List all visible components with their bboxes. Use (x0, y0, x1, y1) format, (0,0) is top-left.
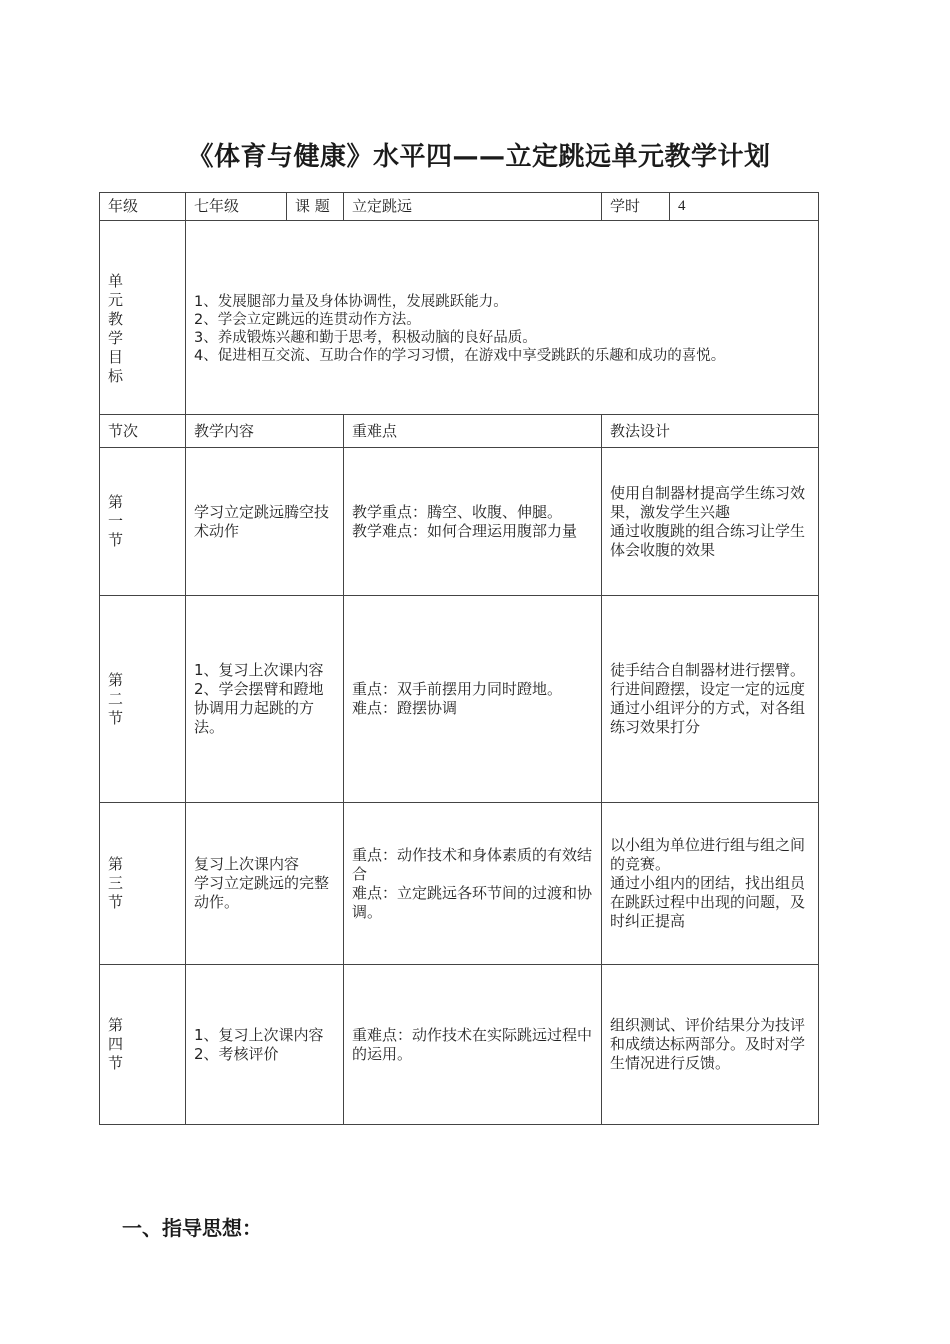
hours-value: 4 (670, 193, 819, 221)
session-method: 组织测试、评价结果分为技评和成绩达标两部分。及时对学生情况进行反馈。 (602, 965, 819, 1125)
unit-goals-list (186, 221, 819, 415)
session-method: 徒手结合自制器材进行摆臂。 行进间蹬摆，设定一定的远度 通过小组评分的方式，对各组练习效果打分 (602, 596, 819, 803)
goal-item: 4、促进相互交流、互助合作的学习习惯，在游戏中享受跳跃的乐趣和成功的喜悦。 (194, 347, 726, 364)
section-heading: 一、指导思想： (122, 1216, 262, 1240)
session-key-points: 教学重点：腾空、收腹、伸腿。 教学难点：如何合理运用腹部力量 (344, 448, 602, 596)
unit-goals-row (100, 221, 819, 415)
session-label: 第 四 节 (100, 965, 186, 1125)
column-session: 节次 (100, 415, 186, 448)
session-row-4 (100, 965, 819, 1125)
session-label: 第 三 节 (100, 803, 186, 965)
column-method: 教法设计 (602, 415, 819, 448)
session-key-points: 重点：动作技术和身体素质的有效结合 难点：立定跳远各环节间的过渡和协调。 (344, 803, 602, 965)
session-method: 使用自制器材提高学生练习效果，激发学生兴趣 通过收腹跳的组合练习让学生体会收腹的效果 (602, 448, 819, 596)
session-content: 学习立定跳远腾空技术动作 (186, 448, 344, 596)
session-row-3 (100, 803, 819, 965)
session-label: 第 一 节 (100, 448, 186, 596)
goal-item: 3、养成锻炼兴趣和勤于思考，积极动脑的良好品质。 (194, 329, 537, 346)
session-method: 以小组为单位进行组与组之间的竞赛。 通过小组内的团结，找出组员在跳跃过程中出现的问题，及时纠正提高 (602, 803, 819, 965)
unit-plan-table (99, 192, 819, 1125)
hours-label: 学时 (602, 193, 670, 221)
goal-item: 1、发展腿部力量及身体协调性，发展跳跃能力。 (194, 293, 508, 310)
session-content: 1、复习上次课内容 2、学会摆臂和蹬地协调用力起跳的方法。 (186, 596, 344, 803)
grade-value: 七年级 (186, 193, 287, 221)
header-row (100, 193, 819, 221)
session-content: 复习上次课内容 学习立定跳远的完整动作。 (186, 803, 344, 965)
session-label: 第 二 节 (100, 596, 186, 803)
column-key-points: 重难点 (344, 415, 602, 448)
column-header-row (100, 415, 819, 448)
session-key-points: 重难点：动作技术在实际跳远过程中的运用。 (344, 965, 602, 1125)
document-title: 《体育与健康》水平四——立定跳远单元教学计划 (187, 142, 771, 172)
session-content: 1、复习上次课内容 2、考核评价 (186, 965, 344, 1125)
topic-label: 课 题 (287, 193, 344, 221)
goal-item: 2、学会立定跳远的连贯动作方法。 (194, 311, 421, 328)
unit-goals-label: 单 元 教 学 目 标 (100, 221, 186, 415)
session-row-2 (100, 596, 819, 803)
topic-value: 立定跳远 (344, 193, 602, 221)
column-content: 教学内容 (186, 415, 344, 448)
session-key-points: 重点：双手前摆用力同时蹬地。 难点：蹬摆协调 (344, 596, 602, 803)
grade-label: 年级 (100, 193, 186, 221)
session-row-1 (100, 448, 819, 596)
